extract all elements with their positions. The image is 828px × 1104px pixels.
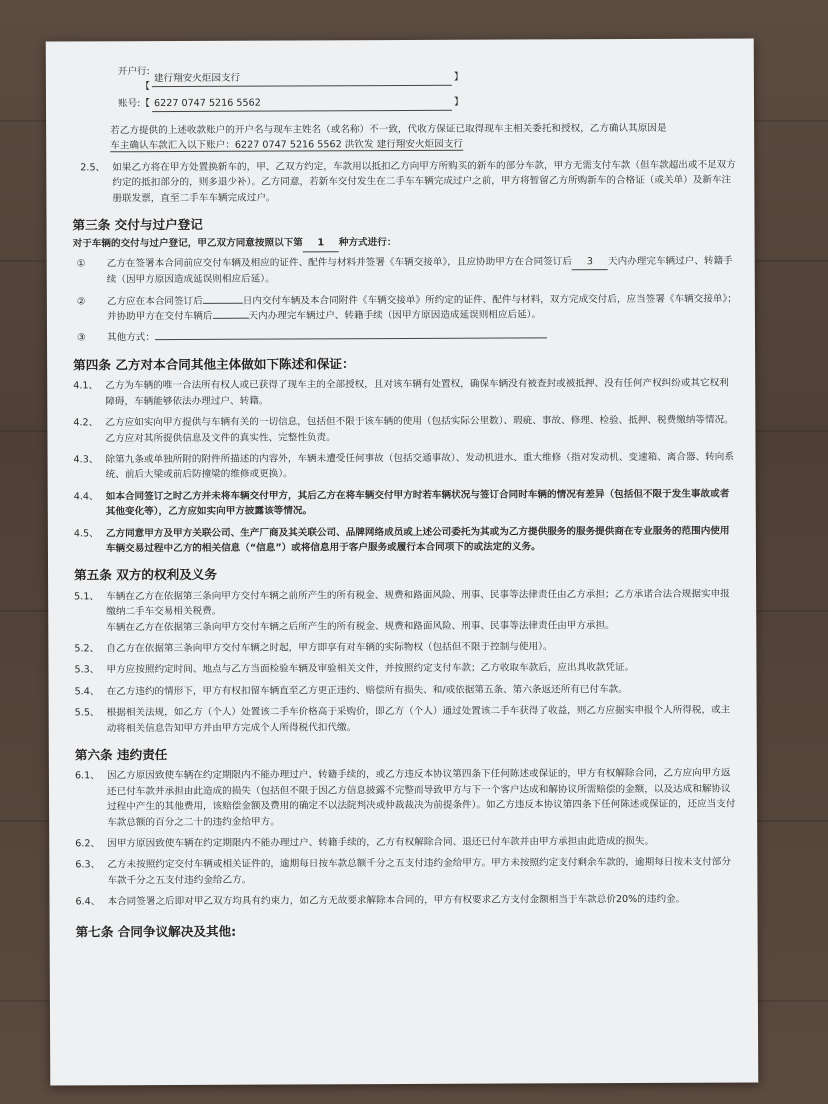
clause-extra-text: 车辆在乙方在依据第三条向甲方交付车辆之后所产生的所有税金、规费和路面风险、刑事、民事等法律责任由甲方承担。 — [106, 619, 615, 633]
clause-number: 6.2、 — [75, 838, 101, 850]
option-mark: ① — [76, 258, 86, 270]
clause-text — [105, 413, 737, 447]
clause-number: 5.4、 — [74, 686, 100, 698]
clause-number: 4.2、 — [73, 417, 99, 429]
clause-number: 6.3、 — [75, 859, 101, 871]
contract-page — [46, 38, 759, 1085]
account-row — [110, 92, 736, 115]
clause-number: 5.2、 — [74, 643, 100, 655]
clause-item — [74, 523, 738, 557]
bank-name-close: 】 — [453, 72, 464, 84]
clause-text: 如果乙方将在甲方处置换新车的，甲、乙双方约定，车款用以抵扣乙方向甲方所购买的新车的部分车款，甲方无需支付车款（但车款超出或不足双方约定的抵扣部分的，则多退少补）。乙方同意，若新车交付发生在二手车车辆完成过户之前，甲方将暂留乙方所购新车的合格证（或关单）及新车注册联发票，直至二手车车辆完成过户。 — [112, 159, 736, 204]
section3-lead-text-a: 对于车辆的交付与过户登记，甲乙双方同意按照以下第 — [72, 237, 303, 250]
clause-text — [106, 449, 738, 483]
option3-blank — [155, 338, 547, 341]
section4-title: 第四条 乙方对本合同其他主体做如下陈述和保证： — [73, 356, 355, 373]
clause-item — [74, 639, 738, 657]
clause-text — [106, 639, 738, 657]
clause-text — [107, 855, 739, 889]
clause-text — [107, 892, 739, 910]
section3-lead-text-b: 种方式进行： — [338, 237, 397, 249]
transfer-days-value: 3 — [572, 254, 608, 271]
payee-note — [110, 121, 736, 155]
clause-text — [107, 703, 739, 737]
delivery-option-1 — [73, 253, 737, 288]
section3-lead — [73, 234, 737, 253]
payee-note-line2: 车主确认车款汇入以下账户：6227 0747 5216 5562 洪钦发 建行翔安火炬园支行 — [110, 139, 463, 152]
clause-text — [106, 660, 738, 678]
clause-item — [75, 834, 739, 852]
clause-main-text: 车辆在乙方在依据第三条向甲方交付车辆之前所产生的所有税金、规费和路面风险、刑事、民事等法律责任由乙方承担；乙方承诺合法合规据实申报缴纳二手车交易相关税费。 — [106, 588, 730, 618]
clause-item — [74, 586, 738, 635]
clause-main-text: 乙方同意甲方及甲方关联公司、生产厂商及其关联公司、品牌网络成员或上述公司委托为其或为乙方提供服务的服务提供商在专业服务的范围内使用车辆交易过程中乙方的相关信息（“信息”）或将信息用于客户服务或履行本合同项下的或法定的义务。 — [105, 525, 730, 555]
option1-text-a: 乙方在签署本合同前应交付车辆及相应的证件、配件与材料并签署《车辆交接单》，且应协助甲方在合同签订后 — [106, 256, 573, 270]
clause-item — [74, 449, 738, 483]
clause-main-text: 自乙方在依据第三条向甲方交付车辆之时起，甲方即享有对车辆的实际物权（包括但不限于控制与使用）。 — [106, 641, 553, 655]
clause-number: 5.3、 — [74, 664, 100, 676]
payee-note-line1: 若乙方提供的上述收款账户的开户名与现车主姓名（或名称）不一致，代收方保证已取得现车主相关委托和授权，乙方确认其原因是 — [110, 122, 667, 137]
clause-item — [75, 766, 739, 831]
clause-main-text: 乙方未按照约定交付车辆或相关证件的，逾期每日按车款总额千分之五支付违约金给甲方。甲方未按照约定支付剩余车款的，逾期每日按未支付部分车款千分之五支付违约金给乙方。 — [107, 857, 731, 887]
option-text — [107, 253, 737, 288]
option1-text-b: 天内办理完车辆过户、转籍手续（因甲方原因造成延误则相应后延）。 — [106, 255, 733, 286]
clause-main-text: 因甲方原因致使车辆在约定期限内不能办理过户、转籍手续的，乙方有权解除合同、退还已付车款并由甲方承担由此造成的损失。 — [107, 835, 655, 850]
account-label: 账号:【 — [117, 98, 151, 110]
clause-text — [105, 376, 737, 410]
clause-main-text: 因乙方原因致使车辆在约定期限内不能办理过户、转籍手续的，或乙方违反本协议第四条下任何陈述或保证的，甲方有权解除合同，乙方应向甲方返还已付车款并承担由此造成的损失（包括但不限于因乙方信息披露不完整而导致甲方与下一个客户达成和解协议所需赔偿的金额，以及达成和解协议过程中产生的其他费用，该赔偿金额及费用的确定不以法院判决或仲裁裁决为前提条件）。如乙方违反本协议第四条下任何陈述或保证的，还应当支付车款总额的百分之二十的违约金给甲方。 — [106, 767, 736, 828]
clause-text — [106, 586, 738, 635]
clause-item — [75, 681, 739, 699]
clause-number: 5.5、 — [74, 707, 100, 719]
clause-item — [75, 855, 739, 889]
section5-list — [74, 586, 739, 736]
account-value: 6227 0747 5216 5562 — [152, 95, 452, 113]
clause-item — [73, 413, 737, 447]
clause-item — [74, 660, 738, 678]
delivery-option-3 — [73, 328, 737, 346]
section6-list — [75, 766, 740, 910]
clause-item — [74, 486, 738, 520]
clause-number: 4.3、 — [73, 454, 99, 466]
option2-blank-days — [203, 302, 243, 303]
option-mark: ② — [76, 296, 86, 308]
clause-number: 4.1、 — [73, 380, 99, 392]
option2-text-b: 日内交付车辆及本合同附件《车辆交接单》所约定的证件、配件与材料，双方完成交付后，应当签署《车辆交接单》；并协助甲方在交付车辆后 — [106, 293, 737, 323]
bank-name-label: 开户行:【 — [117, 65, 150, 93]
option-mark: ③ — [76, 332, 86, 344]
contract-content — [72, 67, 740, 944]
section3-title: 第三条 交付与过户登记 — [72, 216, 203, 233]
clause-item — [73, 376, 737, 410]
clause-item — [75, 703, 739, 737]
option3-text: 其他方式： — [106, 332, 156, 344]
option-text — [107, 328, 737, 346]
clause-text — [107, 766, 739, 830]
clause-number: 2.5、 — [80, 162, 106, 174]
delivery-option-2 — [73, 291, 737, 325]
section5-title: 第五条 双方的权利及义务 — [74, 567, 218, 583]
option-text — [107, 291, 737, 325]
clause-item — [75, 892, 739, 910]
clause-number: 5.1、 — [74, 591, 100, 603]
clause-2-5 — [80, 157, 736, 206]
option2-text-a: 乙方应在本合同签订后 — [106, 295, 203, 307]
account-close: 】 — [453, 97, 464, 109]
section7-title: 第七条 合同争议解决及其他: — [75, 923, 237, 940]
clause-number: 4.5、 — [73, 527, 99, 539]
section4-list — [73, 376, 738, 557]
clause-number: 4.4、 — [73, 491, 99, 503]
section6-title: 第六条 违约责任 — [74, 747, 168, 763]
option2-text-c: 天内办理完车辆过户、转籍手续（因甲方原因造成延误则相应后延）。 — [248, 309, 542, 322]
clause-main-text: 根据相关法规，如乙方（个人）处置该二手车价格高于采购价，即乙方（个人）通过处置该二手车获得了收益，则乙方应据实申报个人所得税，或主动将相关信息告知甲方并由甲方完成个人所得税代扣代缴。 — [106, 704, 731, 734]
clause-number: 6.1、 — [74, 770, 100, 782]
option2-blank-days-2 — [212, 318, 248, 319]
clause-main-text: 除第九条或单独所附的附件所描述的内容外，车辆未遭受任何事故（包括交通事故）、发动机进水、重大维修（指对发动机、变速箱、离合器、转向系统、前后大梁或前后防撞梁的维修或更换）。 — [105, 451, 734, 481]
clause-main-text: 甲方应按照约定时间、地点与乙方当面检验车辆及审验相关文件，并按照约定支付车款；乙方收取车款后，应出具收款凭证。 — [106, 662, 635, 676]
clause-main-text: 本合同签署之后即对甲乙双方均具有约束力，如乙方无故要求解除本合同的，甲方有权要求乙方支付金额相当于车款总价20%的违约金。 — [107, 894, 686, 908]
bank-name-value: 建行翔安火炬园支行 — [152, 70, 452, 88]
clause-text — [107, 681, 739, 699]
clause-main-text: 如本合同签订之时乙方并未将车辆交付甲方，其后乙方在将车辆交付甲方时若车辆状况与签订合同时车辆的情况有差异（包括但不限于发生事故或者其他变化等），乙方应如实向甲方披露该等情况。 — [105, 488, 730, 518]
delivery-method-value: 1 — [303, 236, 339, 253]
clause-text — [107, 834, 739, 852]
clause-text — [106, 486, 738, 520]
clause-number: 6.4、 — [75, 896, 101, 908]
bank-name-row — [110, 65, 736, 93]
clause-text — [106, 523, 738, 557]
clause-main-text: 乙方应如实向甲方提供与车辆有关的一切信息，包括但不限于该车辆的使用（包括实际公里数）、瑕疵、事故、修理、检验、抵押、税费缴纳等情况。乙方应对其所提供信息及文件的真实性、完整性负责。 — [105, 414, 734, 444]
clause-main-text: 乙方为车辆的唯一合法所有权人或已获得了现车主的全部授权，且对该车辆有处置权，确保车辆没有被查封或被抵押、没有任何产权纠纷或其它权利障碍，车辆能够依法办理过户、转籍。 — [105, 377, 729, 407]
clause-main-text: 在乙方违约的情形下，甲方有权扣留车辆直至乙方更正违约、赔偿所有损失、和/或依据第五条、第六条返还所有已付车款。 — [106, 683, 628, 698]
